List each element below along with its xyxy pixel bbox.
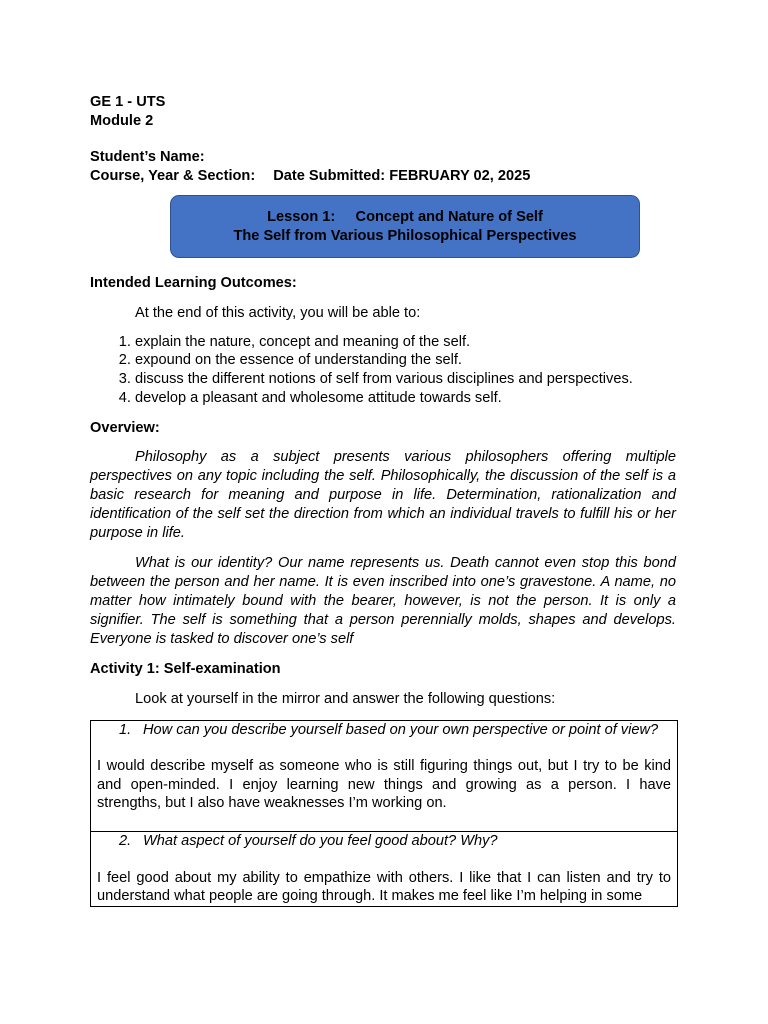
- overview-heading: Overview:: [90, 419, 160, 436]
- answer-text: I feel good about my ability to empathize with others. I like that I can listen and try to understand what people are going through. It makes me feel like I’m helping in some: [97, 869, 671, 905]
- module-label: Module 2: [90, 112, 154, 129]
- outcome-item: 3. discuss the different notions of self from various disciplines and perspectives.: [135, 370, 676, 389]
- outcomes-heading: Intended Learning Outcomes:: [90, 275, 297, 292]
- date-submitted: Date Submitted: FEBRUARY 02, 2025: [273, 167, 531, 184]
- question-text: [97, 721, 671, 740]
- course-year-section-label: Course, Year & Section:: [90, 167, 256, 184]
- outcomes-intro: At the end of this activity, you will be able to:: [135, 304, 421, 321]
- activity-instruction: Look at yourself in the mirror and answer the following questions:: [135, 690, 556, 707]
- activity-heading: Activity 1: Self-examination: [90, 661, 281, 678]
- question-cell: [91, 831, 678, 906]
- question-table: [90, 720, 678, 907]
- lesson-number: Lesson 1:: [267, 208, 336, 225]
- question-cell: [91, 720, 678, 831]
- overview-paragraph: What is our identity? Our name represents us. Death cannot even stop this bond between the person and her name. It is even inscribed into one’s gravestone. A name, no matter how intimately bound with the bearer, however, is not the person. It is only a signifier. The self is something that a person perennially molds, shapes and develops. Everyone is tasked to discover one’s self: [90, 555, 676, 648]
- answer-text: I would describe myself as someone who is still figuring things out, but I try to be kind and open-minded. I enjoy learning new things and growing as a person. I have strengths, but I also have weaknesses I’m working on.: [97, 758, 671, 812]
- outcome-item: 2. expound on the essence of understanding the self.: [135, 351, 676, 370]
- outcome-item: 1. explain the nature, concept and meaning of the self.: [135, 333, 676, 352]
- document-page: [90, 93, 676, 907]
- lesson-subtitle: The Self from Various Philosophical Perspectives: [233, 227, 577, 244]
- question-text: [97, 832, 671, 851]
- overview-paragraph: Philosophy as a subject presents various philosophers offering multiple perspectives on any topic including the self. Philosophically, the discussion of the self is a basic research for meaning and purpose in life. Determination, rationalization and identification of the self set the direction from which an individual travels to fulfill his or her purpose in life.: [90, 449, 676, 542]
- question-number: 1.: [119, 721, 132, 738]
- question-row: [91, 831, 678, 906]
- outcomes-list: [90, 333, 676, 408]
- lesson-title-row: [267, 208, 543, 227]
- course-year-section-row: [90, 167, 676, 186]
- lesson-title: Concept and Nature of Self: [355, 208, 543, 225]
- course-code: GE 1 - UTS: [90, 94, 166, 110]
- student-name-label: Student’s Name:: [90, 149, 205, 166]
- question-number: 2.: [119, 832, 132, 849]
- outcome-item: 4. develop a pleasant and wholesome attitude towards self.: [135, 389, 676, 408]
- question-prompt: How can you describe yourself based on your own perspective or point of view?: [143, 721, 659, 738]
- question-prompt: What aspect of yourself do you feel good about? Why?: [143, 832, 498, 849]
- question-row: [91, 720, 678, 831]
- lesson-banner: [170, 195, 640, 258]
